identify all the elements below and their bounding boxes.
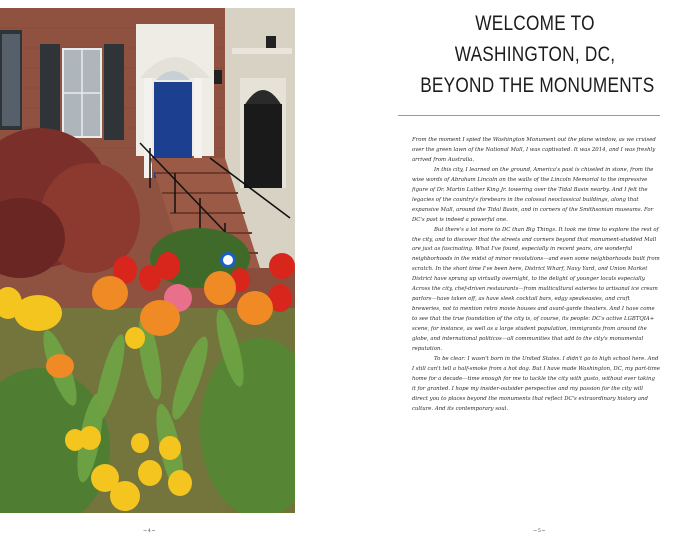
townhouse-tulips-photo	[0, 8, 295, 513]
page-number-right: ~5~	[533, 528, 547, 534]
paragraph: In this city, I learned on the ground, America's past is chiseled in stone, from the wise words of Abraham Lincoln on the walls of the Lincoln Memorial to the impressive figure of Dr. Martin Luther King Jr. towering over the Tidal Basin nearby. And I felt the legacies of the country's forebears in the colossal neoclassical buildings, along that expansive Mall, around the Tidal Basin, and in corners of the Smithsonian museums. For DC's past is indeed a powerful one.	[412, 166, 654, 223]
photo-illustration	[0, 8, 295, 513]
chapter-title	[420, 8, 655, 101]
chapter-title-line: BEYOND THE MONUMENTS	[420, 74, 655, 97]
body-text	[412, 136, 660, 415]
page-number-left: ~4~	[143, 528, 157, 534]
paragraph: From the moment I spied the Washington Monument out the plane window, as we cruised over the green lawn of the National Mall, I was captivated. It was 2014, and I was freshly arrived from Australia.	[412, 137, 656, 163]
paragraph: To be clear: I wasn't born in the United States. I didn't go to high school here. And I still can't tell a half-smoke from a hot dog. But I have made Washington, DC, my part-time home for a decade—time enough for me to tackle the city with gusto, without ever taking it for granted. I hope my insider-outsider perspective and my passion for the city will direct you to places beyond the monuments that reflect DC's extraordinary history and culture. And its contemporary soul.	[412, 355, 660, 412]
title-divider	[398, 115, 660, 116]
chapter-title-line: WASHINGTON, DC,	[454, 43, 616, 66]
chapter-title-line: WELCOME TO	[475, 12, 595, 35]
paragraph: But there's a lot more to DC than Big Things. It took me time to explore the rest of the city, and to discover that the streets and corners beyond that monument-studded Mall are just as fascinating. What I've found, especially in recent years, are wonderful neighborhoods in the midst of minor revolutions—and even some neighborhoods built from scratch. In the short time I've been here, District Wharf, Navy Yard, and Union Market District have sprung up virtually overnight, to the delight of younger locals especially. Across the city, chef-driven restaurants—from multicultural eateries to artisanal ice cream parlors—have taken off, as have sleek cocktail bars, edgy speakeasies, and craft breweries, not to mention retro movie houses and avant-garde theaters. And I have come to see that the true foundation of the city is, of course, its people: DC's active LGBTQIA+ scene, for instance, as well as a large student population, immigrants from around the globe, and international politicos—all communities that add to the city's monumental reputation.	[412, 226, 660, 353]
